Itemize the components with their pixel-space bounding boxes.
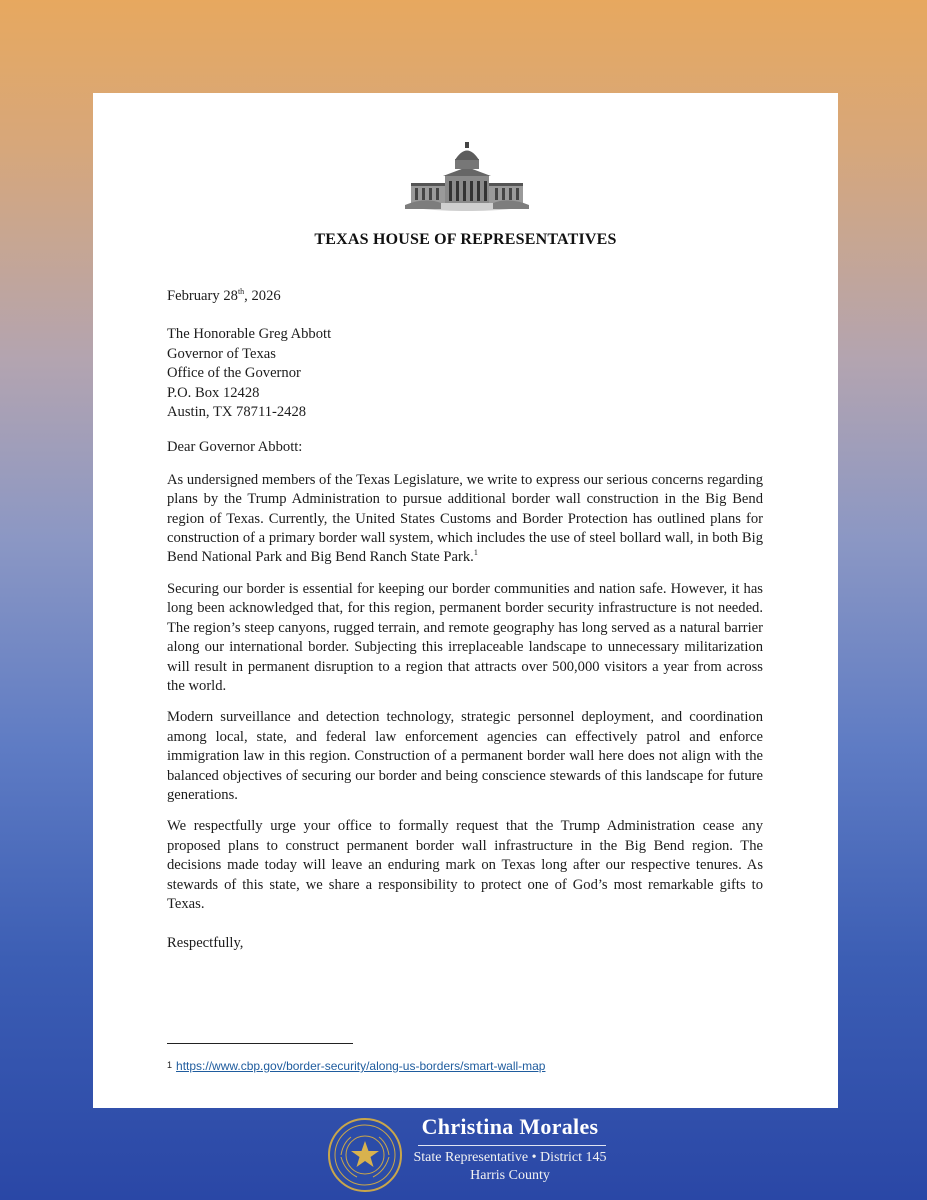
letter-page (93, 93, 838, 1108)
salutation: Dear Governor Abbott: (167, 439, 303, 456)
capitol-engraving-icon (405, 139, 529, 213)
letter-date: February 28th, 2026 (167, 287, 281, 304)
footnote-link[interactable]: https://www.cbp.gov/border-security/along-us-borders/smart-wall-map (176, 1059, 546, 1073)
paragraph-3: Modern surveillance and detection technology, strategic personnel deployment, and coordination among local, state, and federal law enforcement agencies can effectively patrol and enforce immigration law in this region. Construction of a permanent border wall here does not align with the balanced objectives of securing our border and being conscience stewards of this landscape for future generations. (167, 709, 763, 803)
paragraph-4: We respectfully urge your office to formally request that the Trump Administration cease any proposed plans to construct permanent border wall infrastructure in the Big Bend region. The decisions made today will leave an enduring mark on Texas long after our respective tenures. As stewards of this state, we share a responsibility to protect one of God’s most remarkable gifts to Texas. (167, 818, 763, 912)
address-line: Governor of Texas (167, 345, 276, 362)
texas-house-seal-icon (327, 1117, 403, 1193)
paragraph-1: As undersigned members of the Texas Legislature, we write to express our serious concerns regarding plans by the Trump Administration to pursue additional border wall construction in the Big Bend region of Texas. Currently, the United States Customs and Border Protection has outlined plans for construction of a primary border wall system, which includes the use of steel bollard wall, in both Big Bend National Park and Big Bend Ranch State Park.$^1$ (167, 471, 763, 566)
signature-divider (418, 1145, 606, 1146)
representative-name: Christina Morales (421, 1114, 599, 1139)
closing: Respectfully, (167, 935, 244, 952)
address-line: P.O. Box 12428 (167, 384, 260, 401)
letter-body (167, 287, 763, 954)
footnote-number: 1 (167, 1060, 173, 1070)
footnote-reference: 1 (473, 548, 478, 558)
paragraph-2: Securing our border is essential for keeping our border communities and nation safe. However, it has long been acknowledged that, for this region, permanent border security infrastructure is not needed. The region’s steep canyons, rugged terrain, and remote geography has long served as a natural barrier along our international border. Subjecting this irreplaceable landscape to unnecessary militarization will result in permanent disruption to a region that attracts over 500,000 visitors a year from across the world. (167, 580, 763, 694)
representative-title: State Representative • District 145 (413, 1150, 607, 1165)
address-line: Austin, TX 78711-2428 (167, 404, 307, 421)
address-line: Office of the Governor (167, 365, 301, 382)
footnote (167, 1059, 545, 1073)
letter-heading: TEXAS HOUSE OF REPRESENTATIVES (314, 231, 617, 248)
address-line: The Honorable Greg Abbott (167, 326, 332, 343)
footnote-divider (167, 1043, 353, 1044)
representative-county: Harris County (470, 1168, 550, 1183)
